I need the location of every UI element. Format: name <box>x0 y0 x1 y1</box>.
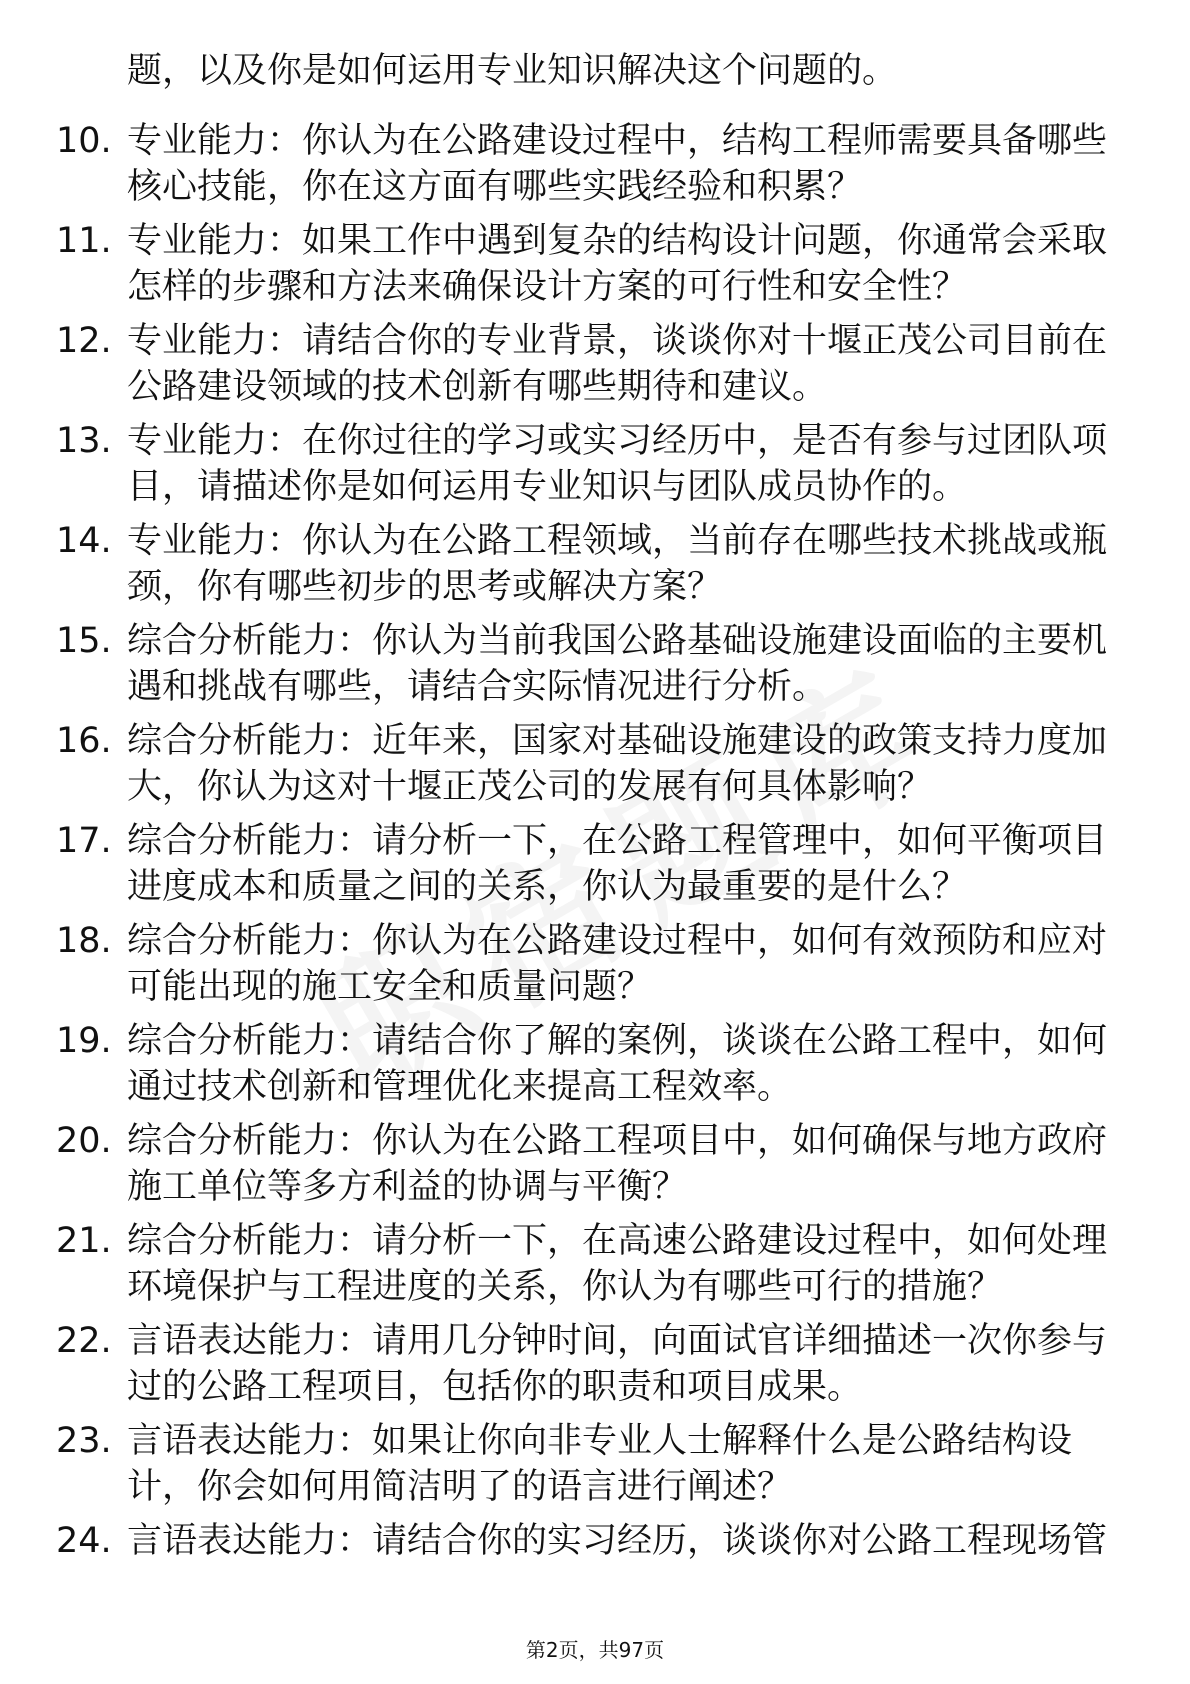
continuation-text: 题，以及你是如何运用专业知识解决这个问题的。 <box>127 51 898 91</box>
question-number: 21. <box>56 1221 112 1261</box>
list-item <box>0 218 1190 318</box>
question-text: 专业能力：你认为在公路工程领域，当前存在哪些技术挑战或瓶颈，你有哪些初步的思考或解决方案？ <box>127 521 1108 607</box>
question-number: 14. <box>56 521 112 561</box>
question-number: 11. <box>56 221 112 261</box>
question-text: 专业能力：如果工作中遇到复杂的结构设计问题，你通常会采取怎样的步骤和方法来确保设计方案的可行性和安全性？ <box>127 221 1108 307</box>
question-text: 专业能力：你认为在公路建设过程中，结构工程师需要具备哪些核心技能，你在这方面有哪些实践经验和积累？ <box>127 121 1108 207</box>
question-text: 专业能力：在你过往的学习或实习经历中，是否有参与过团队项目，请描述你是如何运用专业知识与团队成员协作的。 <box>127 421 1108 507</box>
question-text: 综合分析能力：请分析一下，在高速公路建设过程中，如何处理环境保护与工程进度的关系，你认为有哪些可行的措施？ <box>127 1221 1108 1307</box>
page-footer: 第2页，共97页 <box>525 1638 665 1662</box>
question-list <box>0 118 1190 1618</box>
question-text: 专业能力：请结合你的专业背景，谈谈你对十堰正茂公司目前在公路建设领域的技术创新有哪些期待和建议。 <box>127 321 1108 407</box>
question-text: 综合分析能力：你认为当前我国公路基础设施建设面临的主要机遇和挑战有哪些，请结合实际情况进行分析。 <box>127 621 1108 707</box>
question-text: 综合分析能力：近年来，国家对基础设施建设的政策支持力度加大，你认为这对十堰正茂公司的发展有何具体影响？ <box>127 721 1108 807</box>
list-item <box>0 318 1190 418</box>
question-number: 20. <box>56 1121 112 1161</box>
question-text: 综合分析能力：请分析一下，在公路工程管理中，如何平衡项目进度成本和质量之间的关系，你认为最重要的是什么？ <box>127 821 1108 907</box>
question-number: 23. <box>56 1421 112 1461</box>
list-item <box>0 1118 1190 1218</box>
list-item <box>0 518 1190 618</box>
question-text: 言语表达能力：如果让你向非专业人士解释什么是公路结构设计，你会如何用简洁明了的语言进行阐述？ <box>127 1421 1073 1507</box>
question-number: 15. <box>56 621 112 661</box>
question-text: 综合分析能力：请结合你了解的案例，谈谈在公路工程中，如何通过技术创新和管理优化来提高工程效率。 <box>127 1021 1108 1107</box>
list-item <box>0 1518 1190 1618</box>
question-text: 综合分析能力：你认为在公路工程项目中，如何确保与地方政府施工单位等多方利益的协调与平衡？ <box>127 1121 1108 1207</box>
question-number: 13. <box>56 421 112 461</box>
question-number: 10. <box>56 121 112 161</box>
list-item <box>0 1218 1190 1318</box>
list-item <box>0 1018 1190 1118</box>
question-number: 17. <box>56 821 112 861</box>
list-item <box>0 118 1190 218</box>
question-text: 言语表达能力：请结合你的实习经历，谈谈你对公路工程现场管 <box>127 1521 1108 1561</box>
question-number: 24. <box>56 1521 112 1561</box>
list-item <box>0 418 1190 518</box>
question-number: 22. <box>56 1321 112 1361</box>
question-number: 18. <box>56 921 112 961</box>
list-item <box>0 618 1190 718</box>
question-number: 12. <box>56 321 112 361</box>
list-item <box>0 718 1190 818</box>
list-item <box>0 918 1190 1018</box>
question-text: 言语表达能力：请用几分钟时间，向面试官详细描述一次你参与过的公路工程项目，包括你的职责和项目成果。 <box>127 1321 1108 1407</box>
list-item <box>0 1418 1190 1518</box>
question-number: 16. <box>56 721 112 761</box>
list-item <box>0 818 1190 918</box>
question-number: 19. <box>56 1021 112 1061</box>
question-text: 综合分析能力：你认为在公路建设过程中，如何有效预防和应对可能出现的施工安全和质量问题？ <box>127 921 1108 1007</box>
list-item <box>0 1318 1190 1418</box>
